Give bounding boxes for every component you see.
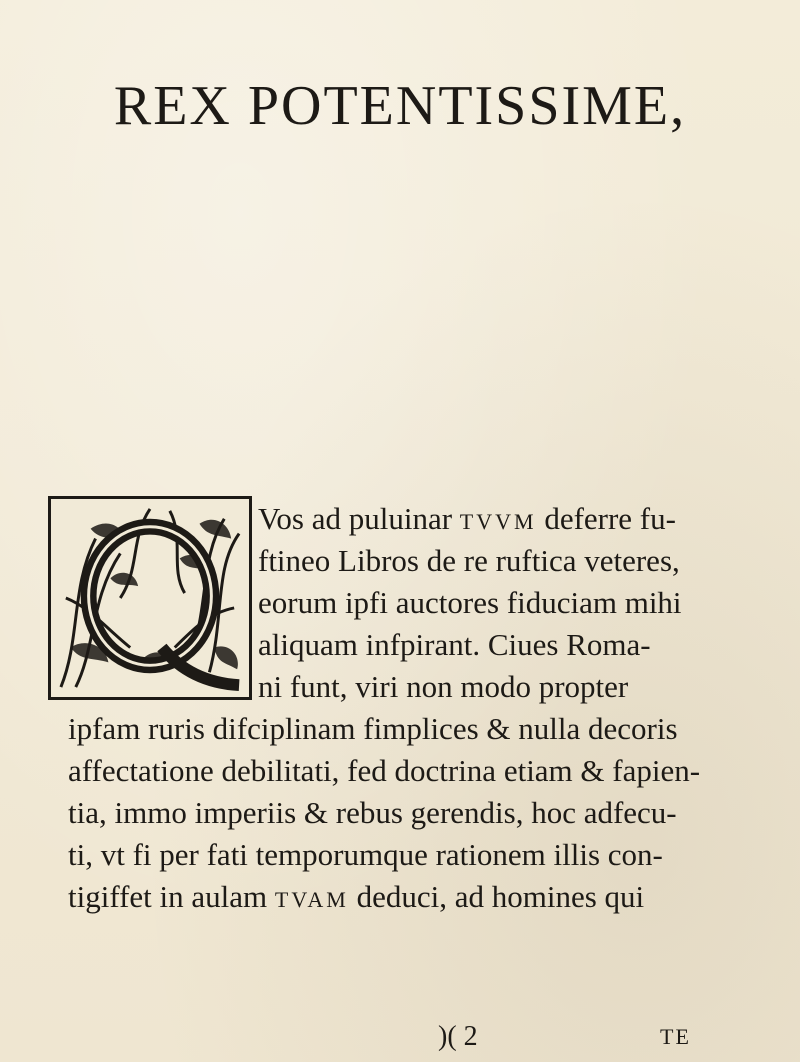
text-line <box>68 876 700 918</box>
paragraph-opening <box>258 498 682 708</box>
small-caps-word: TVVM <box>459 509 537 534</box>
text-run: ti, vt fi per fati temporumque rationem illis con- <box>68 837 663 872</box>
text-line <box>258 582 682 624</box>
text-run: deduci, ad homines qui <box>348 879 645 914</box>
text-run: deferre fu- <box>536 501 676 536</box>
text-run: ipfam ruris difciplinam fimplices & nulla decoris <box>68 711 678 746</box>
ornamental-initial-q-icon <box>51 499 249 697</box>
text-run: tia, immo imperiis & rebus gerendis, hoc adfecu- <box>68 795 677 830</box>
text-line <box>258 666 682 708</box>
text-line <box>68 834 700 876</box>
page-heading: REX POTENTISSIME, <box>113 75 687 137</box>
text-run: tigiffet in aulam <box>68 879 275 914</box>
small-caps-word: TVAM <box>274 887 349 912</box>
dropcap <box>48 496 252 700</box>
text-line <box>258 540 682 582</box>
text-run: affectatione debilitati, fed doctrina etiam & fapien- <box>68 753 701 788</box>
text-run: ftineo Libros de re ruftica veteres, <box>258 543 680 578</box>
text-run: aliquam infpirant. Ciues Roma- <box>258 627 651 662</box>
text-line <box>68 708 700 750</box>
text-run: eorum ipfi auctores fiduciam mihi <box>258 585 682 620</box>
text-run: Vos ad puluinar <box>258 501 460 536</box>
text-line <box>68 750 700 792</box>
signature-mark: )( 2 <box>438 1021 478 1052</box>
text-run: ni funt, viri non modo propter <box>258 669 629 704</box>
text-line <box>68 792 700 834</box>
text-line <box>258 498 682 540</box>
catchword: TE <box>660 1024 691 1049</box>
text-line <box>258 624 682 666</box>
paragraph-continuation <box>68 708 700 918</box>
